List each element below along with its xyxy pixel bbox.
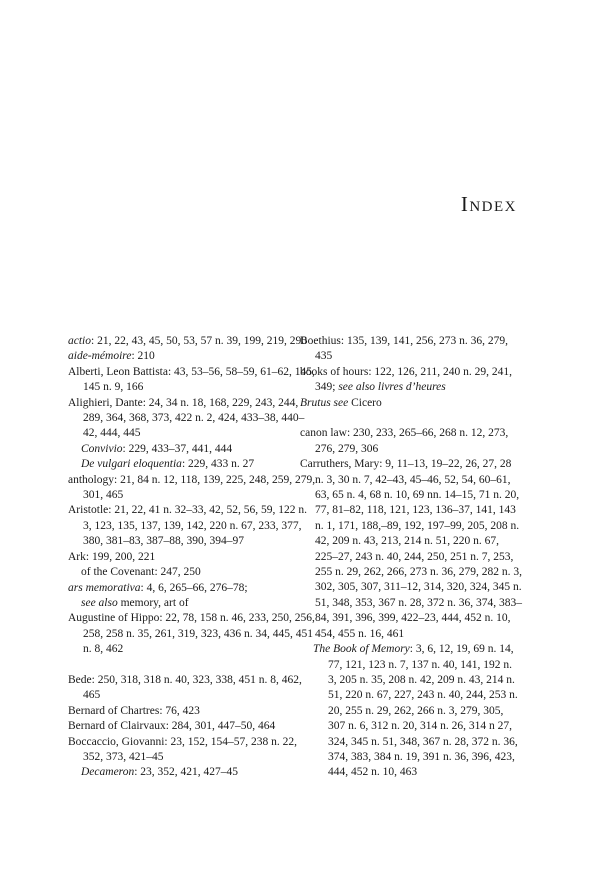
- entry-heading: The Book of Memory: [313, 643, 410, 656]
- index-entry: [68, 365, 318, 396]
- index-entry: [68, 735, 318, 766]
- entry-text: Bernard of Chartres: 76, 423: [68, 704, 200, 717]
- entry-text: Carruthers, Mary: 9, 11–13, 19–22, 26, 27, 28 n. 3, 30 n. 7, 42–43, 45–46, 52, 54, 60–61, 63, 65 n. 4, 68 n. 10, 69 nn. 14–15, 71 n. 20, 77, 81–82, 118, 121, 123, 136–37, 141, 143 n. 1, 171, 188,–89, 192, 197–99, 205, 208 n. 42, 209 n. 43, 213, 214 n. 51, 220 n. 67, 225–27, 243 n. 40, 244, 250, 251 n. 7, 253, 255 n. 29, 262, 266, 273 n. 36, 279, 282 n. 3, 302, 305, 307, 311–12, 314, 320, 324, 345 n. 51, 348, 353, 367 n. 28, 372 n. 36, 374, 383–84, 391, 396, 399, 422–23, 444, 452 n. 10, 454, 455 n. 16, 461: [300, 458, 522, 640]
- entry-text: : 229, 433 n. 27: [181, 458, 255, 471]
- entry-spacer: [300, 411, 522, 426]
- entry-text: Boethius: 135, 139, 141, 256, 273 n. 36, 279, 435: [300, 335, 508, 363]
- index-entry: [68, 550, 318, 565]
- entry-text: Alberti, Leon Battista: 43, 53–56, 58–59, 61–62, 145, 145 n. 9, 166: [68, 365, 315, 394]
- page-title: Index: [460, 192, 517, 216]
- entry-text: : 210: [131, 350, 155, 363]
- entry-spacer: [68, 658, 318, 673]
- index-entry: [68, 719, 318, 734]
- index-entry: [68, 673, 318, 704]
- index-entry: [68, 503, 318, 549]
- entry-text: : 4, 6, 265–66, 276–78;: [140, 581, 248, 594]
- index-entry: [300, 426, 522, 457]
- entry-text: : 3, 6, 12, 19, 69 n. 14, 77, 121, 123 n. 7, 137 n. 40, 141, 192 n. 3, 205 n. 35, 208 n. 42, 209 n. 43, 214 n. 51, 220 n. 67, 227, 243 n. 40, 244, 253 n. 20, 255 n. 29, 262, 266 n. 3, 279, 305, 307 n. 6, 312 n. 20, 314 n. 26, 314 n 27, 324, 345 n. 51, 348, 367 n. 28, 372 n. 36, 374, 383, 384 n. 19, 391 n. 36, 396, 423, 444, 452 n. 10, 463: [328, 643, 518, 779]
- entry-heading: ars memorativa: [68, 581, 141, 594]
- index-entry: [68, 473, 318, 504]
- entry-text: Alighieri, Dante: 24, 34 n. 18, 168, 229, 243, 244, 289, 364, 368, 373, 422 n. 2, 424, 433–38, 440–42, 444, 445: [68, 396, 305, 440]
- entry-text: of the Covenant: 247, 250: [81, 566, 201, 579]
- entry-text: Aristotle: 21, 22, 41 n. 32–33, 42, 52, 56, 59, 122 n. 3, 123, 135, 137, 139, 142, 220 n. 67, 233, 377, 380, 381–83, 387–88, 390, 394–97: [68, 504, 307, 548]
- index-entry: [68, 334, 318, 349]
- index-entry: [68, 581, 318, 596]
- index-entry: [68, 349, 318, 364]
- entry-heading: Brutus see: [300, 396, 349, 409]
- index-entry: [68, 396, 318, 442]
- entry-text: Cicero: [348, 396, 382, 409]
- index-subentry: [68, 442, 318, 457]
- index-entry: [300, 457, 522, 642]
- entry-text: memory, art of: [117, 596, 189, 609]
- entry-text: books of hours: 122, 126, 211, 240 n. 29, 241, 349;: [300, 365, 513, 394]
- index-entry: [68, 704, 318, 719]
- index-subentry: [68, 596, 318, 611]
- entry-heading: Decameron: [81, 766, 135, 779]
- index-column-left: [68, 334, 318, 781]
- index-entry: [300, 334, 522, 365]
- entry-text: Bernard of Clairvaux: 284, 301, 447–50, 464: [68, 720, 276, 733]
- index-entry: [300, 396, 522, 411]
- entry-crossref: see also livres d’heures: [338, 381, 446, 394]
- entry-heading: Convivio: [81, 442, 123, 455]
- index-entry: [300, 365, 522, 396]
- entry-text: : 23, 352, 421, 427–45: [134, 766, 239, 779]
- index-entry: [68, 611, 318, 657]
- index-subentry: [68, 565, 318, 580]
- entry-heading: De vulgari eloquentia: [81, 458, 182, 471]
- index-column-right: [300, 334, 522, 781]
- entry-text: anthology: 21, 84 n. 12, 118, 139, 225, 248, 259, 279, 301, 465: [68, 473, 316, 502]
- entry-text: Bede: 250, 318, 318 n. 40, 323, 338, 451 n. 8, 462, 465: [68, 673, 302, 702]
- index-subentry: [300, 642, 522, 781]
- entry-text: : 229, 433–37, 441, 444: [122, 442, 233, 455]
- entry-heading: aide-mémoire: [68, 350, 132, 363]
- index-subentry: [68, 457, 318, 472]
- entry-text: : 21, 22, 43, 45, 50, 53, 57 n. 39, 199, 219, 290: [91, 335, 307, 347]
- entry-text: canon law: 230, 233, 265–66, 268 n. 12, 273, 276, 279, 306: [300, 427, 509, 455]
- entry-text: Augustine of Hippo: 22, 78, 158 n. 46, 233, 250, 256, 258, 258 n. 35, 261, 319, 323, 436 n. 34, 445, 451 n. 8, 462: [68, 612, 315, 656]
- entry-text: Boccaccio, Giovanni: 23, 152, 154–57, 238 n. 22, 352, 373, 421–45: [68, 735, 298, 763]
- entry-heading: see also: [81, 596, 118, 609]
- entry-text: Ark: 199, 200, 221: [68, 550, 156, 563]
- index-subentry: [68, 765, 318, 780]
- entry-heading: actio: [68, 335, 91, 347]
